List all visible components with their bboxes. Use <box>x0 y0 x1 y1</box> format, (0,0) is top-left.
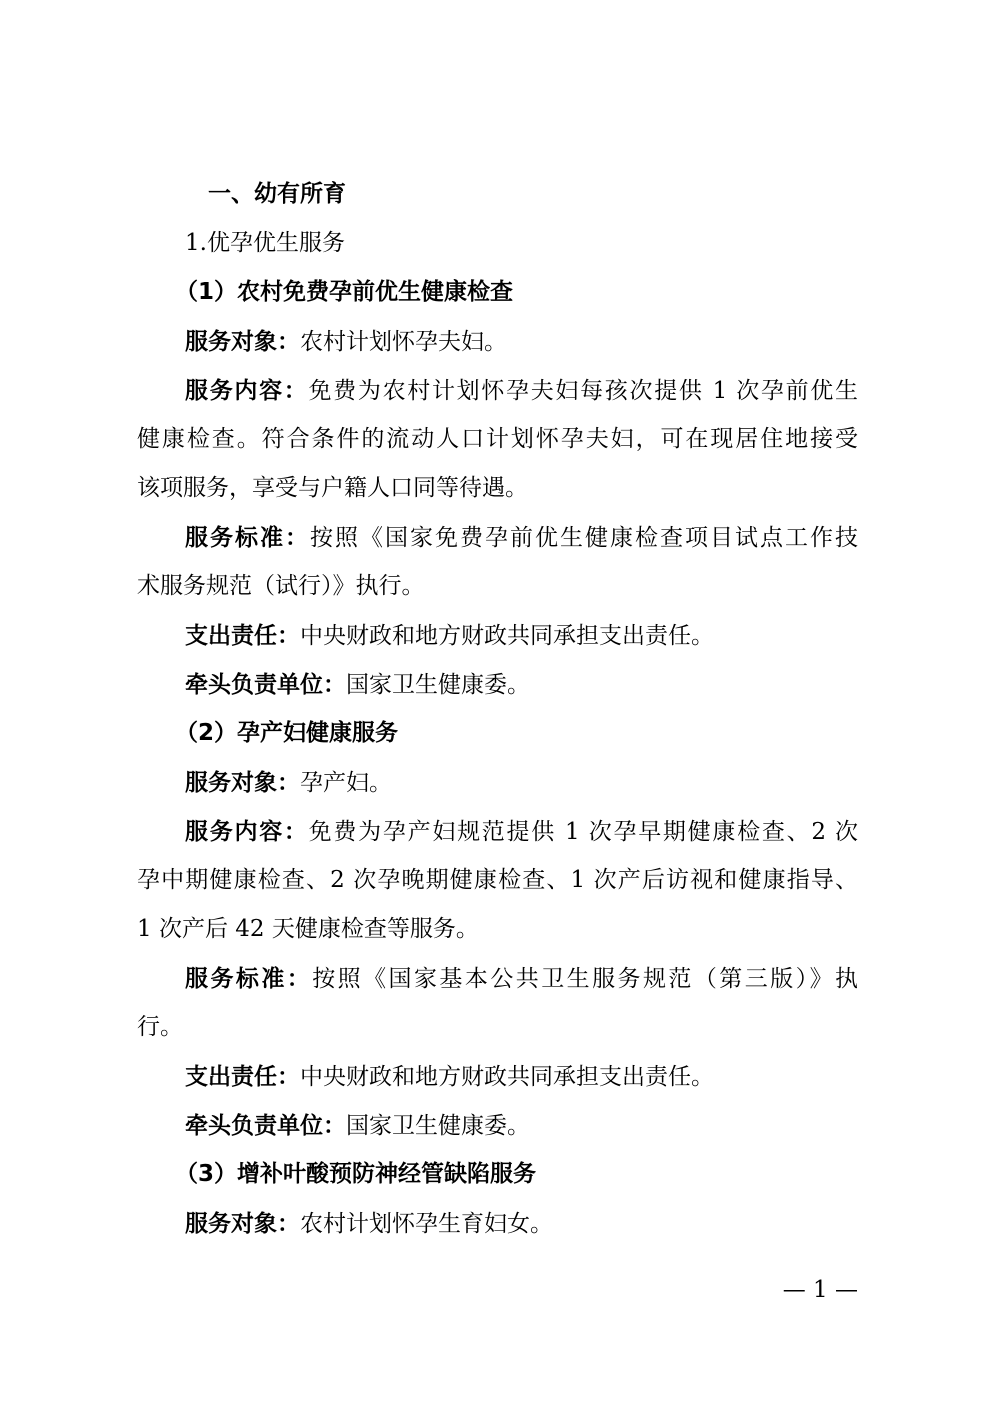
item-title: （2）孕产妇健康服务 <box>175 720 399 746</box>
field-label: 服务内容： <box>185 818 309 845</box>
service-content-line: 孕中期健康检查、2 次孕晚期健康检查、1 次产后访视和健康指导、 <box>137 867 858 893</box>
field-text: 农村计划怀孕夫妇。 <box>300 329 507 355</box>
field-label: 牵头负责单位： <box>185 671 346 698</box>
subsection-heading: 1.优孕优生服务 <box>185 230 345 256</box>
service-standard <box>137 954 858 1003</box>
field-text: 孕产妇。 <box>300 770 392 796</box>
service-content-line: 该项服务，享受与户籍人口同等待遇。 <box>137 475 528 501</box>
service-standard-line: 术服务规范（试行）》执行。 <box>137 573 425 599</box>
field-text: 中央财政和地方财政共同承担支出责任。 <box>300 623 714 649</box>
expense-responsibility <box>137 1052 858 1101</box>
field-label: 服务对象： <box>185 769 300 796</box>
field-text: 免费为孕产妇规范提供 1 次孕早期健康检查、2 次 <box>308 819 859 845</box>
field-label: 支出责任： <box>185 622 300 649</box>
field-text: 按照《国家免费孕前优生健康检查项目试点工作技 <box>310 525 858 551</box>
field-label: 服务标准： <box>185 524 310 551</box>
field-label: 服务内容： <box>185 377 309 404</box>
field-text: 按照《国家基本公共卫生服务规范（第三版）》执 <box>312 966 859 992</box>
item-title: （3）增补叶酸预防神经管缺陷服务 <box>175 1161 537 1187</box>
field-text: 免费为农村计划怀孕夫妇每孩次提供 1 次孕前优生 <box>308 378 859 404</box>
field-label: 服务对象： <box>185 328 300 355</box>
service-standard-line: 行。 <box>137 1014 183 1040</box>
page-number: — 1 — <box>782 1277 858 1303</box>
field-text: 国家卫生健康委。 <box>346 1113 530 1139</box>
lead-unit <box>137 660 858 709</box>
service-content-line: 1 次产后 42 天健康检查等服务。 <box>137 916 479 942</box>
document-body <box>137 170 858 1248</box>
service-content-line: 健康检查。符合条件的流动人口计划怀孕夫妇，可在现居住地接受 <box>137 426 858 452</box>
section-heading: 一、幼有所育 <box>208 181 346 207</box>
field-label: 牵头负责单位： <box>185 1112 346 1139</box>
service-standard <box>137 513 858 562</box>
field-text: 国家卫生健康委。 <box>346 672 530 698</box>
field-text: 中央财政和地方财政共同承担支出责任。 <box>300 1064 714 1090</box>
field-label: 支出责任： <box>185 1063 300 1090</box>
service-content <box>137 807 858 856</box>
expense-responsibility <box>137 611 858 660</box>
service-target <box>137 758 858 807</box>
field-label: 服务标准： <box>185 965 313 992</box>
service-target <box>137 317 858 366</box>
service-target <box>137 1199 858 1248</box>
item-title: （1）农村免费孕前优生健康检查 <box>175 279 514 305</box>
lead-unit <box>137 1101 858 1150</box>
field-text: 农村计划怀孕生育妇女。 <box>300 1211 553 1237</box>
field-label: 服务对象： <box>185 1210 300 1237</box>
service-content <box>137 366 858 415</box>
